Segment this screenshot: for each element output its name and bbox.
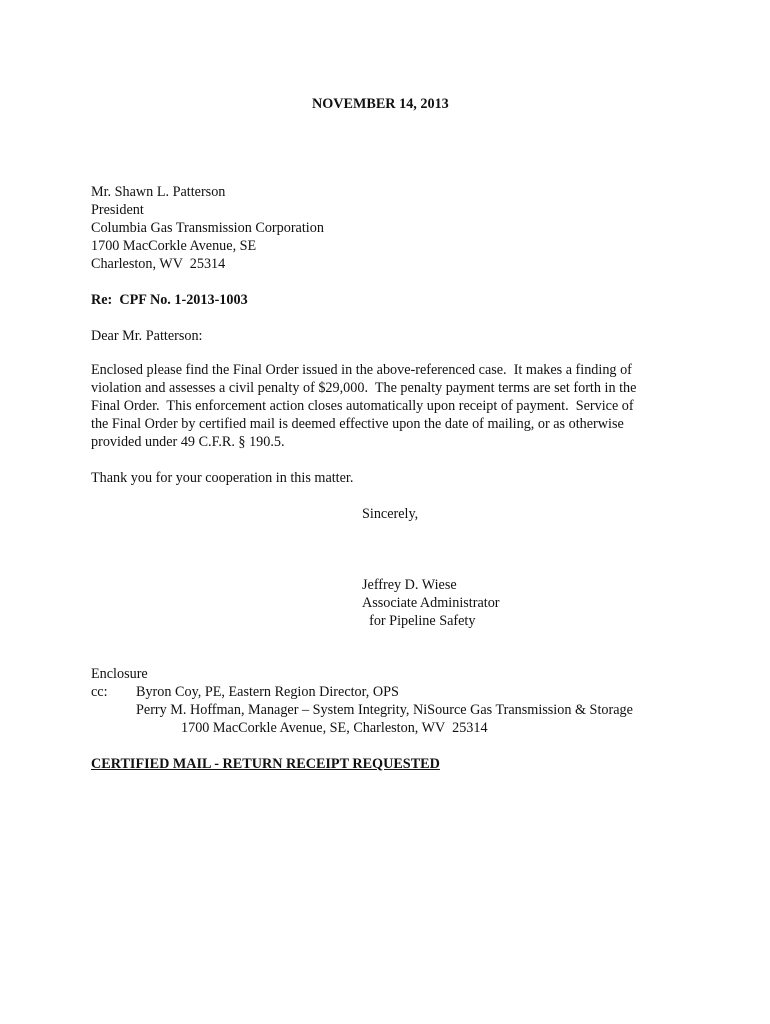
letter-date: NOVEMBER 14, 2013 [312, 96, 449, 112]
signer-name: Jeffrey D. Wiese [362, 577, 457, 593]
salutation: Dear Mr. Patterson: [91, 328, 203, 344]
body-line: Enclosed please find the Final Order issued in the above-referenced case. It makes a finding of [91, 362, 632, 378]
reference-line: Re: CPF No. 1-2013-1003 [91, 292, 248, 308]
cc-label: cc: [91, 684, 108, 700]
signer-subtitle: for Pipeline Safety [362, 613, 476, 629]
thanks-line: Thank you for your cooperation in this matter. [91, 470, 354, 486]
recipient-city: Charleston, WV 25314 [91, 256, 226, 272]
recipient-title: President [91, 202, 144, 218]
recipient-name: Mr. Shawn L. Patterson [91, 184, 226, 200]
certified-mail-notice: CERTIFIED MAIL - RETURN RECEIPT REQUESTED [91, 756, 440, 772]
cc-recipient: Byron Coy, PE, Eastern Region Director, OPS [136, 684, 399, 700]
cc-address: 1700 MacCorkle Avenue, SE, Charleston, WV 25314 [181, 720, 488, 736]
body-line: violation and assesses a civil penalty of $29,000. The penalty payment terms are set forth in the [91, 380, 637, 396]
enclosure-note: Enclosure [91, 666, 148, 682]
recipient-company: Columbia Gas Transmission Corporation [91, 220, 324, 236]
body-line: the Final Order by certified mail is deemed effective upon the date of mailing, or as otherwise [91, 416, 624, 432]
body-line: provided under 49 C.F.R. § 190.5. [91, 434, 285, 450]
closing: Sincerely, [362, 506, 419, 522]
cc-recipient: Perry M. Hoffman, Manager – System Integrity, NiSource Gas Transmission & Storage [136, 702, 633, 718]
recipient-street: 1700 MacCorkle Avenue, SE [91, 238, 257, 254]
signer-title: Associate Administrator [362, 595, 500, 611]
body-line: Final Order. This enforcement action closes automatically upon receipt of payment. Service of [91, 398, 634, 414]
